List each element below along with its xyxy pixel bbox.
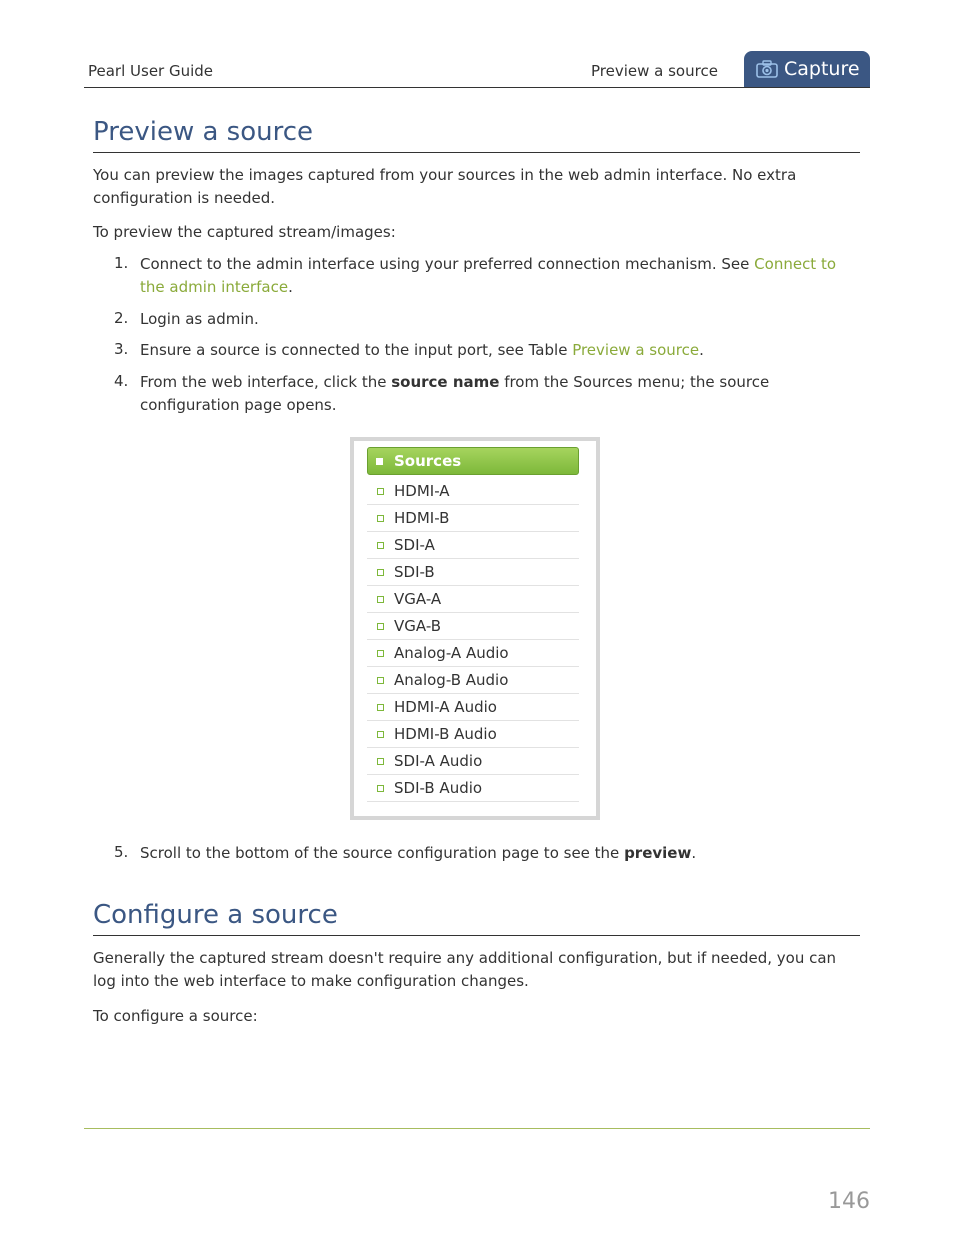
bullet-icon	[377, 650, 384, 657]
bullet-icon	[377, 677, 384, 684]
step-1-text: Connect to the admin interface using your preferred connection mechanism. See	[140, 255, 755, 273]
footer-divider	[84, 1128, 870, 1129]
source-item-sdi-a[interactable]	[367, 532, 579, 559]
page-number: 146	[828, 1189, 870, 1214]
configure-heading: Configure a source	[93, 900, 338, 930]
bullet-icon	[377, 515, 384, 522]
preview-heading: Preview a source	[93, 117, 314, 147]
source-item-hdmi-b[interactable]	[367, 505, 579, 532]
header-divider	[84, 87, 870, 88]
bullet-icon	[377, 623, 384, 630]
preview-heading-rule	[93, 152, 860, 153]
step-5-number: 5.	[114, 843, 129, 861]
sources-menu	[350, 437, 600, 820]
source-item-label: HDMI-A Audio	[394, 698, 497, 716]
step-1	[140, 253, 862, 299]
source-item-label: VGA-B	[394, 617, 441, 635]
configure-heading-rule	[93, 935, 860, 936]
bullet-icon	[377, 542, 384, 549]
source-item-label: SDI-A Audio	[394, 752, 483, 770]
preview-intro: You can preview the images captured from your sources in the web admin interface. No extra configuration is needed.	[93, 166, 797, 207]
step-4-text: From the web interface, click the	[140, 373, 392, 391]
section-title: Preview a source	[591, 62, 718, 80]
source-item-hdmi-a[interactable]	[367, 478, 579, 505]
step-4-end: from the Sources menu; the source configuration page opens.	[140, 373, 770, 414]
source-item-label: Analog-B Audio	[394, 671, 509, 689]
source-item-label: VGA-A	[394, 590, 442, 608]
source-item-label: SDI-B Audio	[394, 779, 483, 797]
source-item-label: HDMI-A	[394, 482, 450, 500]
source-item-vga-b[interactable]	[367, 613, 579, 640]
bullet-icon	[377, 758, 384, 765]
step-3-number: 3.	[114, 340, 129, 358]
source-item-hdmi-b-audio[interactable]	[367, 721, 579, 748]
step-3	[140, 339, 862, 362]
connect-admin-link[interactable]: Connect to the admin interface	[140, 255, 837, 296]
step-4	[140, 371, 862, 417]
step-4-number: 4.	[114, 372, 129, 390]
sources-menu-title: Sources	[394, 452, 462, 470]
step-5-end: .	[691, 844, 697, 862]
source-item-label: SDI-B	[394, 563, 435, 581]
sources-menu-header[interactable]	[367, 447, 579, 475]
source-item-sdi-a-audio[interactable]	[367, 748, 579, 775]
step-4-bold: source name	[391, 373, 500, 391]
source-item-label: Analog-A Audio	[394, 644, 509, 662]
bullet-icon	[377, 569, 384, 576]
preview-lead: To preview the captured stream/images:	[93, 223, 396, 241]
preview-source-link[interactable]: Preview a source	[572, 341, 700, 359]
step-5	[140, 842, 862, 865]
step-5-bold: preview	[624, 844, 692, 862]
configure-lead: To configure a source:	[93, 1007, 258, 1025]
guide-title: Pearl User Guide	[88, 62, 214, 80]
source-item-label: HDMI-B Audio	[394, 725, 497, 743]
bullet-icon	[377, 488, 384, 495]
step-3-end: .	[699, 341, 704, 359]
source-item-sdi-b[interactable]	[367, 559, 579, 586]
source-item-analog-a-audio[interactable]	[367, 640, 579, 667]
source-item-hdmi-a-audio[interactable]	[367, 694, 579, 721]
square-icon	[376, 458, 383, 465]
source-item-analog-b-audio[interactable]	[367, 667, 579, 694]
step-2: Login as admin.	[140, 310, 259, 328]
source-item-label: SDI-A	[394, 536, 435, 554]
camera-icon	[756, 60, 778, 78]
source-item-sdi-b-audio[interactable]	[367, 775, 579, 802]
step-5-text: Scroll to the bottom of the source configuration page to see the	[140, 844, 625, 862]
capture-tab[interactable]	[744, 51, 870, 87]
capture-tab-label: Capture	[784, 58, 860, 80]
configure-intro: Generally the captured stream doesn't require any additional configuration, but if needed, you can log into the web interface to make configuration changes.	[93, 949, 837, 990]
bullet-icon	[377, 704, 384, 711]
source-item-label: HDMI-B	[394, 509, 450, 527]
step-1-number: 1.	[114, 254, 129, 272]
step-3-text: Ensure a source is connected to the input port, see Table	[140, 341, 573, 359]
step-2-number: 2.	[114, 309, 129, 327]
source-item-vga-a[interactable]	[367, 586, 579, 613]
bullet-icon	[377, 785, 384, 792]
bullet-icon	[377, 731, 384, 738]
bullet-icon	[377, 596, 384, 603]
step-1-end: .	[288, 278, 293, 296]
